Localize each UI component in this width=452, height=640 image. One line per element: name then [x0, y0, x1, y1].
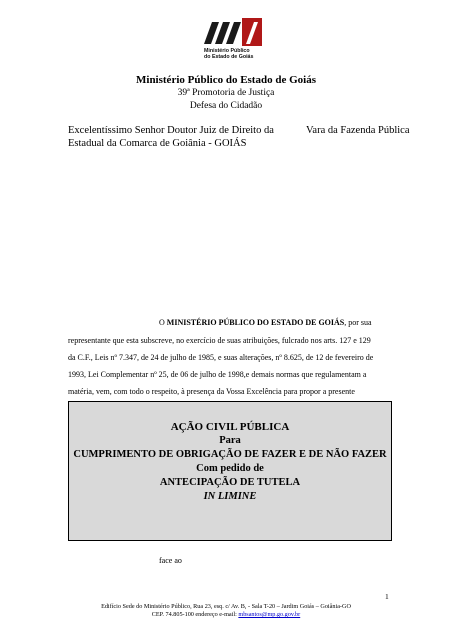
footer-cep: CEP. 74.805-100 endereço e-mail:: [151, 611, 239, 618]
footer-contact: [0, 611, 452, 619]
body-line-1-prefix: O: [159, 318, 167, 327]
body-line-1-bold: MINISTÉRIO PÚBLICO DO ESTADO DE GOIÁS: [166, 318, 345, 327]
box-line-antecipacao: ANTECIPAÇÃO DE TUTELA: [159, 477, 301, 488]
ministerio-publico-logo: [202, 14, 264, 70]
box-line-com-pedido: Com pedido de: [196, 463, 264, 474]
box-line-acao: AÇÃO CIVIL PÚBLICA: [170, 421, 290, 433]
action-title-box: [68, 401, 392, 541]
page-number: 1: [385, 592, 389, 601]
body-line-4: 1993, Lei Complementar nº 25, de 06 de julho de 1998,e demais normas que regulamentam a: [68, 370, 367, 379]
box-line-in-limine: IN LIMINE: [203, 491, 257, 502]
body-line-2: representante que esta subscreve, no exercício de suas atribuições, fulcrado nos arts. 127 e 129: [68, 336, 371, 345]
header-title: Ministério Público do Estado de Goiás: [136, 74, 316, 86]
closing-text: face ao: [159, 556, 182, 565]
addressee-line-1: Excelentíssimo Senhor Doutor Juiz de Direito da: [68, 125, 274, 136]
addressee-court: Vara da Fazenda Pública: [306, 125, 410, 136]
body-line-1: [159, 318, 394, 328]
addressee-block: [68, 124, 274, 150]
addressee-line-2: Estadual da Comarca de Goiânia - GOIÁS: [68, 138, 247, 149]
box-line-para: Para: [219, 435, 241, 446]
logo-line-2: do Estado de Goiás: [204, 54, 254, 60]
footer-email-link[interactable]: mbsantos@mp.go.gov.br: [238, 611, 301, 618]
header-subtitle-defesa: Defesa do Cidadão: [189, 101, 263, 111]
box-line-cumprimento: CUMPRIMENTO DE OBRIGAÇÃO DE FAZER E DE NÃO FAZER: [73, 449, 387, 460]
header-subtitle-promotoria: 39ª Promotoria de Justiça: [177, 88, 275, 98]
body-line-3: da C.F., Leis nº 7.347, de 24 de julho de 1985, e suas alterações, nº 8.625, de 12 de fevereiro de: [68, 353, 374, 362]
body-line-1-suffix: , por sua: [344, 318, 372, 327]
logo-line-1: Ministério Público: [204, 48, 250, 54]
footer-address: Edifício Sede do Ministério Público, Rua 23, esq. c/ Av. B, - Sala T-20 – Jardim Goiás – Goiânia-GO: [101, 603, 351, 610]
body-line-5: matéria, vem, com todo o respeito, à presença da Vossa Excelência para propor a presente: [68, 387, 355, 396]
